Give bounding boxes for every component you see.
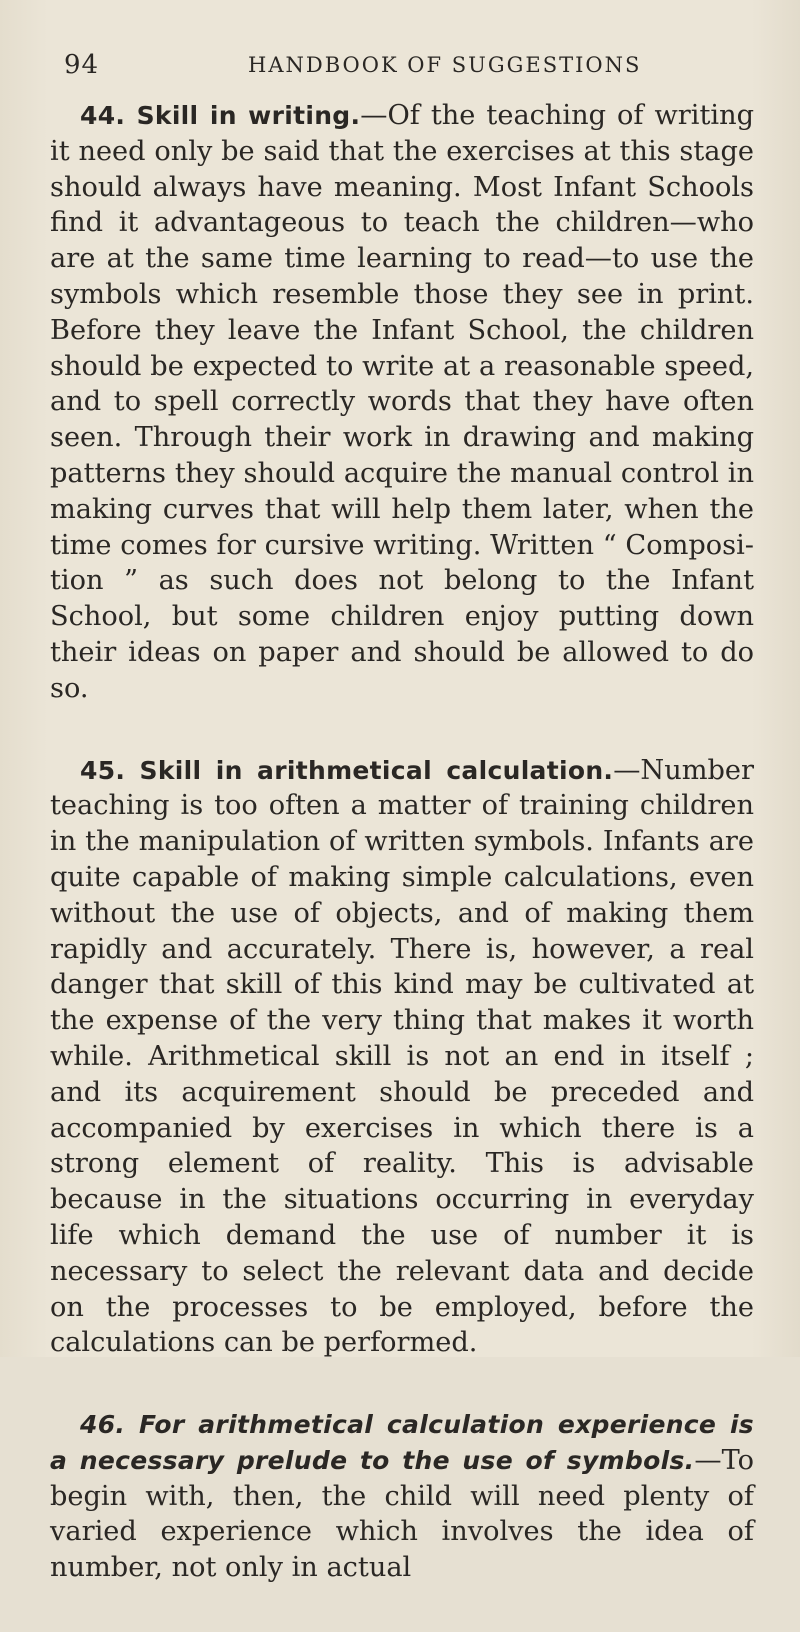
paragraph-heading: 44. Skill in writing.	[80, 101, 361, 130]
running-title: HANDBOOK OF SUGGESTIONS	[248, 53, 642, 77]
paragraph-text: —Number teaching is too often a matter of training children in the manipulation of written symbols. Infants are quite capable of making simple calculations, even without the use of objects, and of making them rapidly and accurately. There is, however, a real danger that skill of this kind may be cultivated at the expense of the very thing that makes it worth while. Arithmetical skill is not an end in itself ; and its acquirement should be preceded and accompanied by exercises in which there is a strong element of reality. This is advisable because in the situations occurring in everyday life which demand the use of number it is necessary to select the relevant data and decide on the processes to be employed, before the calculations can be performed.	[50, 754, 754, 1359]
body-text	[50, 98, 754, 1632]
paragraph-text: —Of the teaching of writing it need only be said that the exercises at this stage should always have meaning. Most Infant Schools find it advantageous to teach the children—who are at the same time learning to read—to use the symbols which resemble those they see in print. Before they leave the Infant School, the children should be expected to write at a reasonable speed, and to spell correctly words that they have often seen. Through their work in drawing and making patterns they should acquire the manual control in making curves that will help them later, when the time comes for cursive writing. Written “ Composi-tion ” as such does not belong to the Infant School, but some children enjoy putting down their ideas on paper and should be allowed to do so.	[50, 100, 754, 704]
paragraph-45	[50, 753, 754, 1362]
paragraph-text: —To begin with, then, the child will need plenty of varied experience which involves the idea of number, not only in actual	[50, 1444, 754, 1584]
paragraph-46	[50, 1407, 754, 1586]
page-number: 94	[64, 50, 100, 80]
paragraph-44	[50, 98, 754, 707]
paragraph-heading: 46. For arithmetical calculation experience is a necessary prelude to the use of symbols.	[50, 1410, 754, 1475]
running-head	[64, 50, 744, 80]
paragraph-heading: 45. Skill in arithmetical calculation.	[80, 755, 614, 785]
